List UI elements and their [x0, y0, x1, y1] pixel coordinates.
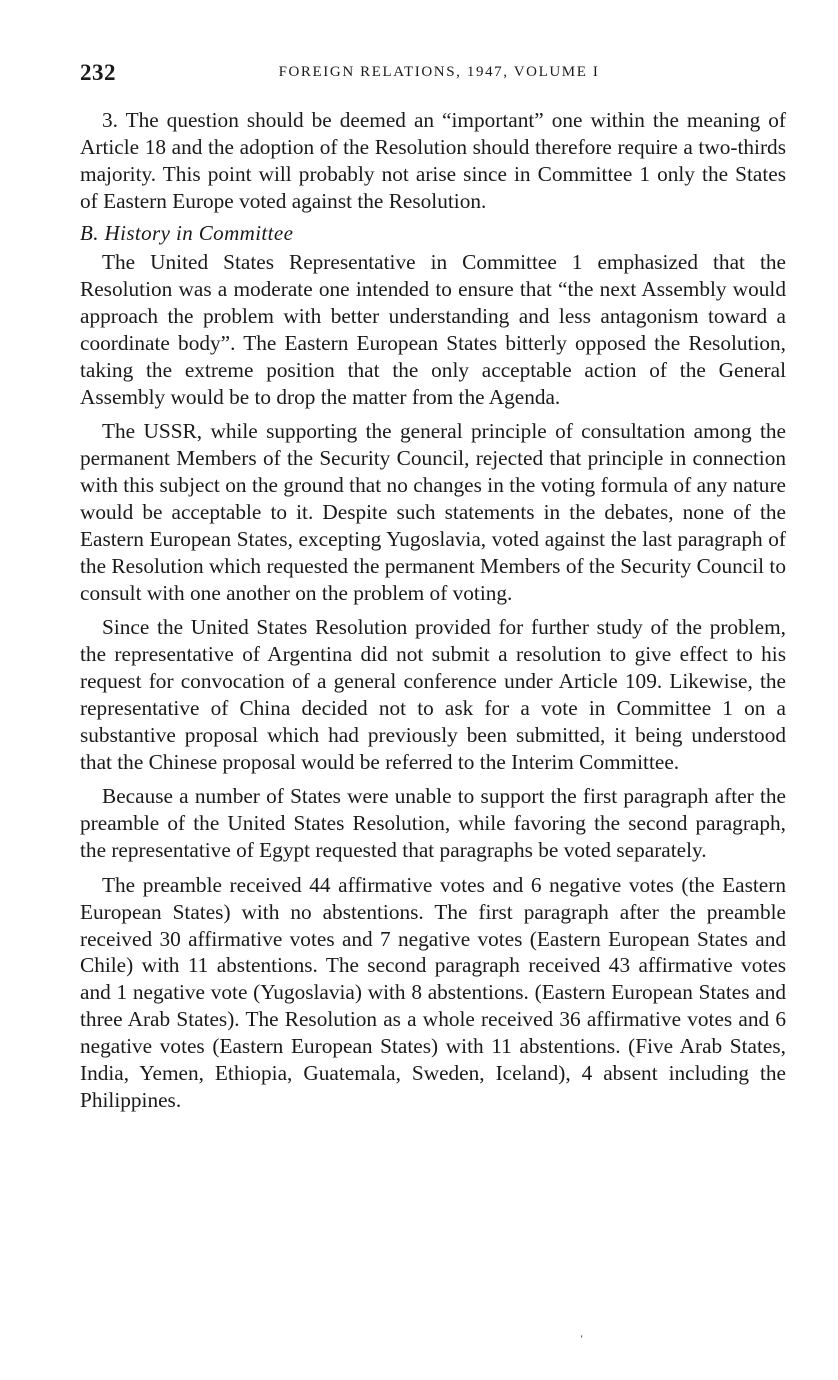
paragraph-point-3: 3. The question should be deemed an “important” one within the meaning of Article 18 and the adoption of the Resolution should therefore require a two-thirds majority. This point will probably not arise since in Committee 1 only the States of Eastern Europe voted against the Resolution. — [80, 108, 786, 213]
document-page — [80, 58, 786, 1114]
page-number: 232 — [80, 60, 116, 85]
paragraph-committee-emphasis: The United States Representative in Committee 1 emphasized that the Resolution was a moderate one intended to ensure that “the next Assembly would approach the problem with better understanding and less antagonism toward a coordinate body”. The Eastern European States bitterly opposed the Resolution, taking the extreme position that the only acceptable action of the General Assembly would be to drop the matter from the Agenda. — [80, 250, 786, 409]
running-header — [80, 58, 786, 92]
running-title: FOREIGN RELATIONS, 1947, VOLUME I — [278, 64, 600, 80]
paragraph-egypt-request: Because a number of States were unable to support the first paragraph after the preamble of the United States Resolution, while favoring the second paragraph, the representative of Egypt requested that paragraphs be voted separately. — [80, 784, 786, 863]
paragraph-ussr-position: The USSR, while supporting the general principle of consultation among the permanent Members of the Security Council, rejected that principle in connection with this subject on the ground that no changes in the voting formula of any nature would be acceptable to it. Despite such statements in the debates, none of the Eastern European States, excepting Yugoslavia, voted against the last paragraph of the Resolution which requested the permanent Members of the Security Council to consult with one another on the problem of voting. — [80, 419, 786, 605]
scan-speck: ‘ — [580, 1334, 584, 1345]
body-text — [80, 107, 786, 1114]
paragraph-argentina-china: Since the United States Resolution provided for further study of the problem, the representative of Argentina did not submit a resolution to give effect to his request for convocation of a general conference under Article 109. Likewise, the representative of China decided not to ask for a vote in Committee 1 on a substantive proposal which had previously been submitted, it being understood that the Chinese proposal would be referred to the Interim Committee. — [80, 615, 786, 774]
section-heading: B. History in Committee — [80, 221, 294, 246]
paragraph-vote-results: The preamble received 44 affirmative votes and 6 negative votes (the Eastern European States) with no abstentions. The first paragraph after the preamble received 30 affirmative votes and 7 negative votes (Eastern European States and Chile) with 11 abstentions. The second paragraph received 43 affirmative votes and 1 negative vote (Yugoslavia) with 8 abstentions. (Eastern European States and three Arab States). The Resolution as a whole received 36 affirmative votes and 6 negative votes (Eastern European States) with 11 abstentions. (Five Arab States, India, Yemen, Ethiopia, Guatemala, Sweden, Iceland), 4 absent including the Philippines. — [80, 872, 786, 1112]
